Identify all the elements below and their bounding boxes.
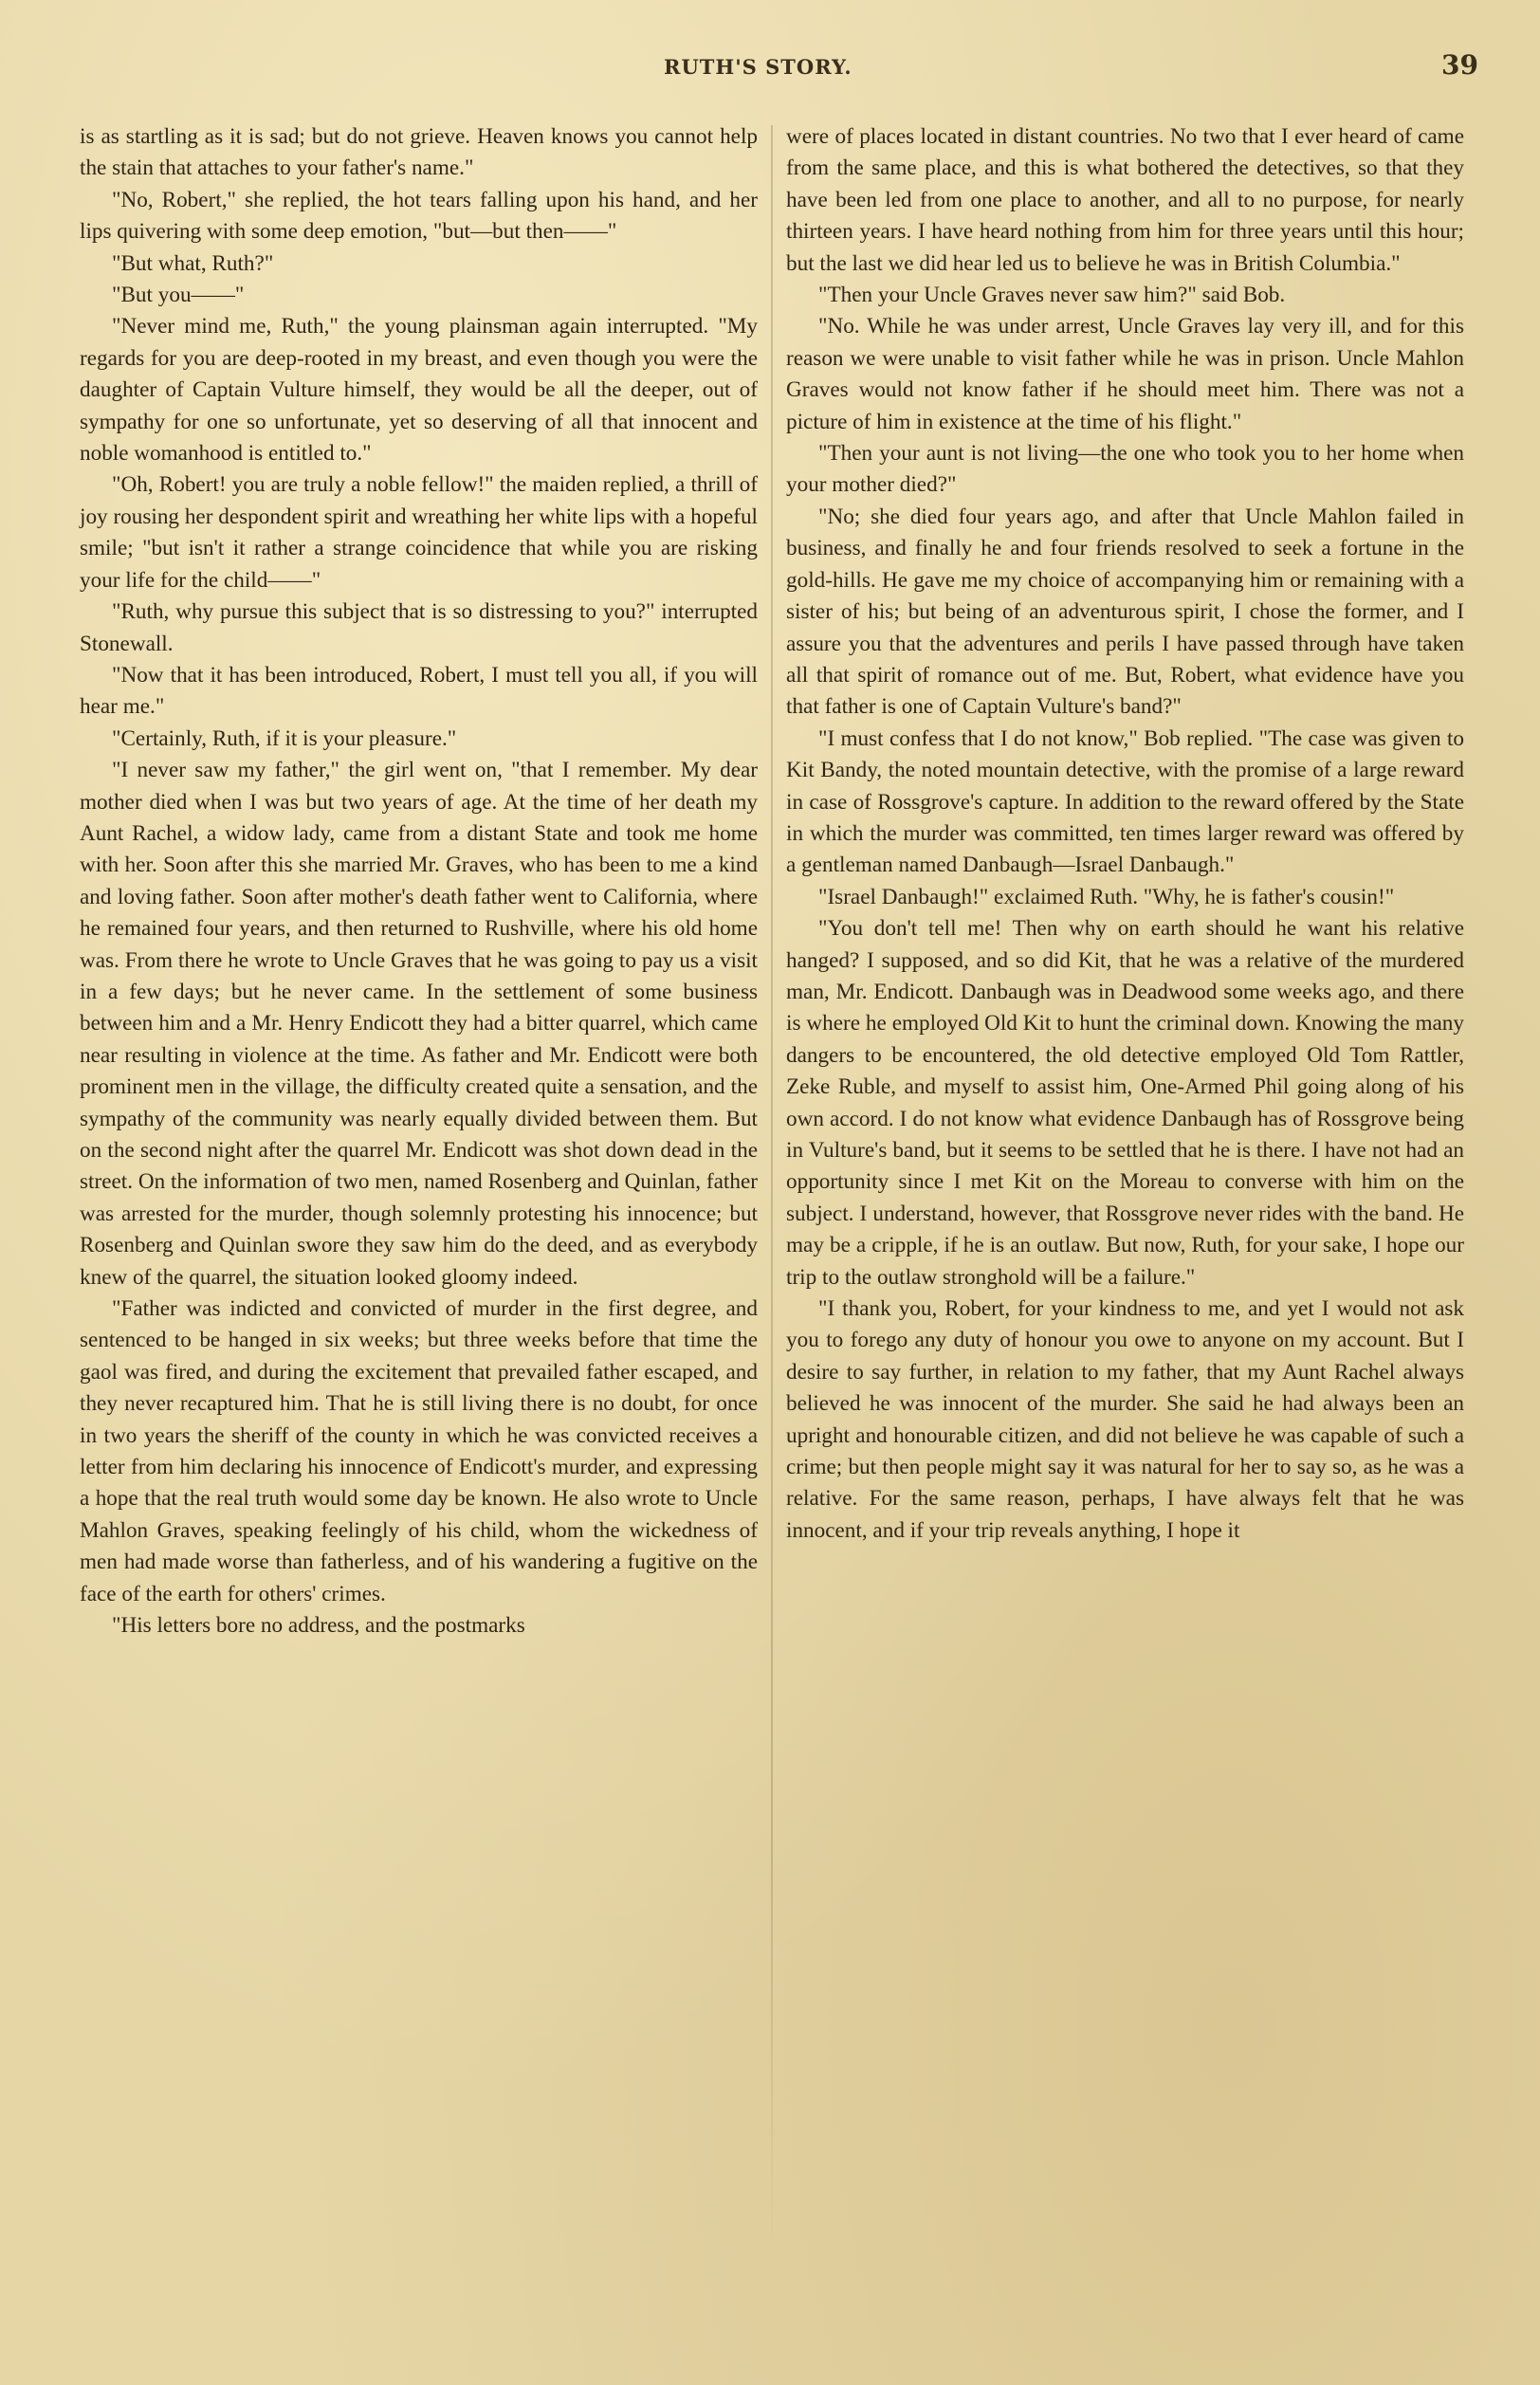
paragraph: "No, Robert," she replied, the hot tears falling upon his hand, and her lips quivering with some deep emotion, "but—but then——" [80,187,758,245]
paragraph: "But you——" [112,283,245,308]
paragraph: "You don't tell me! Then why on earth should he want his relative hanged? I supposed, and so did Kit, that he was a relative of the murdered man, Mr. Endicott. Danbaugh was in Deadwood some weeks ago, and there is where he employed Old Kit to hunt the criminal down. Knowing the many dangers to be encountered, the old detective employed Old Tom Rattler, Zeke Ruble, and myself to assist him, One-Armed Phil going along of his own accord. I do not know what evidence Danbaugh has of Rossgrove being in Vulture's band, but it seems to be settled that he is there. I have not had an opportunity since I met Kit on the Moreau to converse with him on the subject. I understand, however, that Rossgrove never rides with the band. He may be a cripple, if he is an outlaw. But now, Ruth, for your sake, I hope our trip to the outlaw stronghold will be a failure." [786,916,1464,1290]
paragraph: "Ruth, why pursue this subject that is so distressing to you?" interrupted Stonewall. [80,599,758,656]
left-column [80,121,758,1642]
paragraph: "I never saw my father," the girl went on, "that I remember. My dear mother died when I was but two years of age. At the time of her death my Aunt Rachel, a widow lady, came from a distant State and took me home with her. Soon after this she married Mr. Graves, who has been to me a kind and loving father. Soon after mother's death father went to California, where he remained four years, and then returned to Rushville, where his old home was. From there he wrote to Uncle Graves that he was going to pay us a visit in a few days; but he never came. In the settlement of some business between him and a Mr. Henry Endicott they had a bitter quarrel, which came near resulting in violence at the time. As father and Mr. Endicott were both prominent men in the village, the difficulty created quite a sensation, and the sympathy of the community was nearly equally divided between them. But on the second night after the quarrel Mr. Endicott was shot down dead in the street. On the information of two men, named Rosenberg and Quinlan, father was arrested for the murder, though solemnly protesting his innocence; but Rosenberg and Quinlan swore they saw him do the deed, and as everybody knew of the quarrel, the situation looked gloomy indeed. [80,758,758,1290]
page-header [0,49,1540,87]
paragraph: were of places located in distant countries. No two that I ever heard of came from the same place, and this is what bothered the detectives, so that they have been led from one place to another, and all to no purpose, for nearly thirteen years. I have heard nothing from him for three years until this hour; but the last we did hear led us to believe he was in British Columbia." [786,124,1464,276]
running-title: RUTH'S STORY. [664,55,852,79]
paragraph: "No; she died four years ago, and after that Uncle Mahlon failed in business, and finally he and four friends resolved to seek a fortune in the gold-hills. He gave me my choice of accompanying him or remaining with a sister of his; but being of an adventurous spirit, I chose the former, and I assure you that the adventures and perils I have passed through have taken all that spirit of romance out of me. But, Robert, what evidence have you that father is one of Captain Vulture's band?" [786,504,1464,720]
paragraph: "Father was indicted and convicted of murder in the first degree, and sentenced to be hanged in six weeks; but three weeks before that time the gaol was fired, and during the excitement that prevailed father escaped, and they never recaptured him. That he is still living there is no doubt, for once in two years the sheriff of the county in which he was convicted receives a letter from him declaring his innocence of Endicott's murder, and expressing a hope that the real truth would some day be known. He also wrote to Uncle Mahlon Graves, speaking feelingly of his child, whom the wickedness of men had made worse than fatherless, and of his wandering a fugitive on the face of the earth for others' crimes. [80,1296,758,1606]
paragraph: "But what, Ruth?" [112,250,274,276]
column-divider [771,125,773,2249]
paragraph: "No. While he was under arrest, Uncle Graves lay very ill, and for this reason we were unable to visit father while he was in prison. Uncle Mahlon Graves would not know father if he should meet him. There was not a picture of him in existence at the time of his flight." [786,314,1464,434]
paragraph: "Now that it has been introduced, Robert, I must tell you all, if you will hear me." [80,662,758,720]
paragraph: is as startling as it is sad; but do not grieve. Heaven knows you cannot help the stain that attaches to your father's name." [80,124,758,181]
paragraph: "Oh, Robert! you are truly a noble fellow!" the maiden replied, a thrill of joy rousing her despondent spirit and wreathing her white lips with a hopeful smile; "but isn't it rather a strange coincidence that while you are risking your life for the child——" [80,472,758,593]
paragraph: "Never mind me, Ruth," the young plainsman again interrupted. "My regards for you are deep-rooted in my breast, and even though you were the daughter of Captain Vulture himself, they would be all the deeper, out of sympathy for one so unfortunate, yet so deserving of all that innocent and noble womanhood is entitled to." [80,314,758,467]
paragraph: "Certainly, Ruth, if it is your pleasure." [112,725,457,751]
right-column [786,121,1464,1547]
page-number: 39 [1441,49,1478,81]
paragraph: "I must confess that I do not know," Bob replied. "The case was given to Kit Bandy, the noted mountain detective, with the promise of a large reward in case of Rossgrove's capture. In addition to the reward offered by the State in which the murder was committed, ten times larger reward was offered by a gentleman named Danbaugh—Israel Danbaugh." [786,725,1464,878]
paragraph: "Then your aunt is not living—the one who took you to her home when your mother died?" [786,441,1464,498]
paragraph: "His letters bore no address, and the postmarks [112,1613,525,1639]
paragraph: "Then your Uncle Graves never saw him?" said Bob. [818,283,1286,308]
paragraph: "Israel Danbaugh!" exclaimed Ruth. "Why, he is father's cousin!" [818,884,1395,909]
paragraph: "I thank you, Robert, for your kindness to me, and yet I would not ask you to forego any duty of honour you owe to anyone on my account. But I desire to say further, in relation to my father, that my Aunt Rachel always believed he was innocent of the murder. She said he had always been an upright and honourable citizen, and did not believe he was capable of such a crime; but then people might say it was natural for her to say so, as he was a relative. For the same reason, perhaps, I have always felt that he was innocent, and if your trip reveals anything, I hope it [786,1296,1464,1543]
